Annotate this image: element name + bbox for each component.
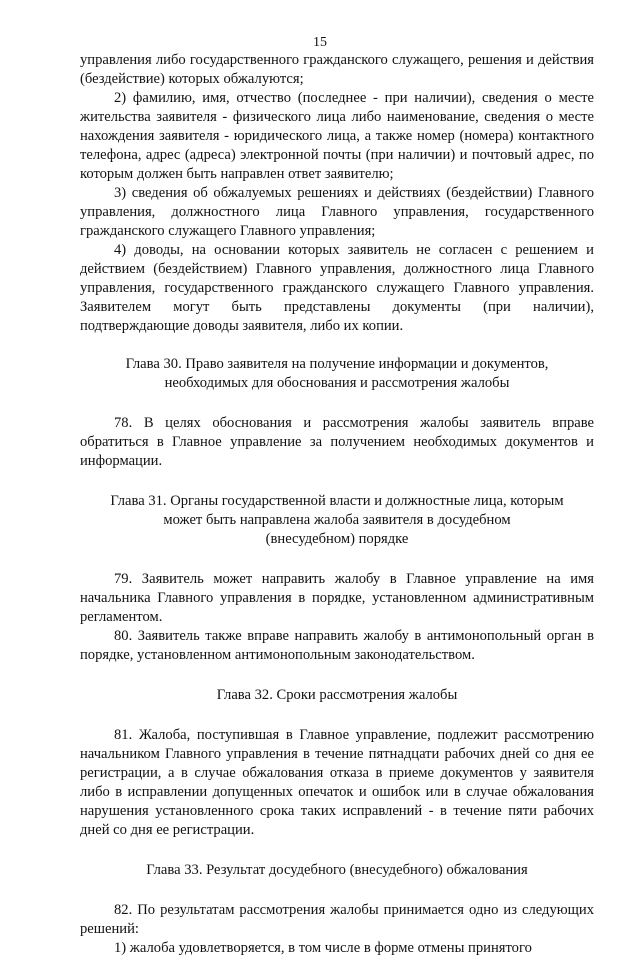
chapter-30-heading-line-1: Глава 30. Право заявителя на получение информации и документов,: [125, 356, 549, 372]
page-number: 15: [313, 35, 327, 50]
chapter-31-heading: [80, 492, 594, 549]
paragraph-continuation: управления либо государственного гражданского служащего, решения и действия (бездействие) которых обжалуются;: [80, 52, 594, 87]
paragraph-82-item-1: 1) жалоба удовлетворяется, в том числе в форме отмены принятого: [114, 940, 532, 956]
paragraph-80: 80. Заявитель также вправе направить жалобу в антимонопольный орган в порядке, установленном антимонопольным законодательством.: [80, 628, 594, 663]
paragraph-81: 81. Жалоба, поступившая в Главное управление, подлежит рассмотрению начальником Главного управления в течение пятнадцати рабочих дней со дня ее регистрации, а в случае обжалования отказа в приеме документов у заявителя либо в исправлении допущенных опечаток и ошибок или в случае обжалования нарушения установленного срока таких исправлений - в течение пяти рабочих дней со дня ее регистрации.: [80, 727, 594, 838]
paragraph-79: 79. Заявитель может направить жалобу в Главное управление на имя начальника Главного управления в порядке, установленном административным регламентом.: [80, 571, 594, 625]
chapter-30-heading-line-2: необходимых для обоснования и рассмотрения жалобы: [164, 375, 510, 391]
paragraph-item-4: 4) доводы, на основании которых заявитель не согласен с решением и действием (бездействием) Главного управления, должностного лица Главного управления, государственного гражданского служащего Главного управления. Заявителем могут быть представлены документы (при наличии), подтверждающие доводы заявителя, либо их копии.: [80, 242, 594, 334]
paragraph-82: 82. По результатам рассмотрения жалобы принимается одно из следующих решений:: [80, 902, 594, 937]
document-body: [80, 51, 594, 958]
chapter-32-heading: Глава 32. Сроки рассмотрения жалобы: [216, 687, 458, 703]
chapter-31-heading-line-2: может быть направлена жалоба заявителя в досудебном: [163, 512, 511, 528]
paragraph-item-3: 3) сведения об обжалуемых решениях и действиях (бездействии) Главного управления, должностного лица Главного управления, государственного гражданского служащего Главного управления;: [80, 185, 594, 239]
chapter-31-heading-line-1: Глава 31. Органы государственной власти и должностные лица, которым: [110, 493, 564, 509]
chapter-31-heading-line-3: (внесудебном) порядке: [265, 531, 409, 547]
paragraph-item-2: 2) фамилию, имя, отчество (последнее - при наличии), сведения о месте жительства заявителя - физического лица либо наименование, сведения о месте нахождения заявителя - юридического лица, а также номер (номера) контактного телефона, адрес (адреса) электронной почты (при наличии) и почтовый адрес, по которым должен быть направлен ответ заявителю;: [80, 90, 594, 182]
chapter-30-heading: [80, 355, 594, 393]
paragraph-78: 78. В целях обоснования и рассмотрения жалобы заявитель вправе обратиться в Главное управление за получением необходимых документов и информации.: [80, 415, 594, 469]
chapter-33-heading: Глава 33. Результат досудебного (внесудебного) обжалования: [146, 862, 528, 878]
